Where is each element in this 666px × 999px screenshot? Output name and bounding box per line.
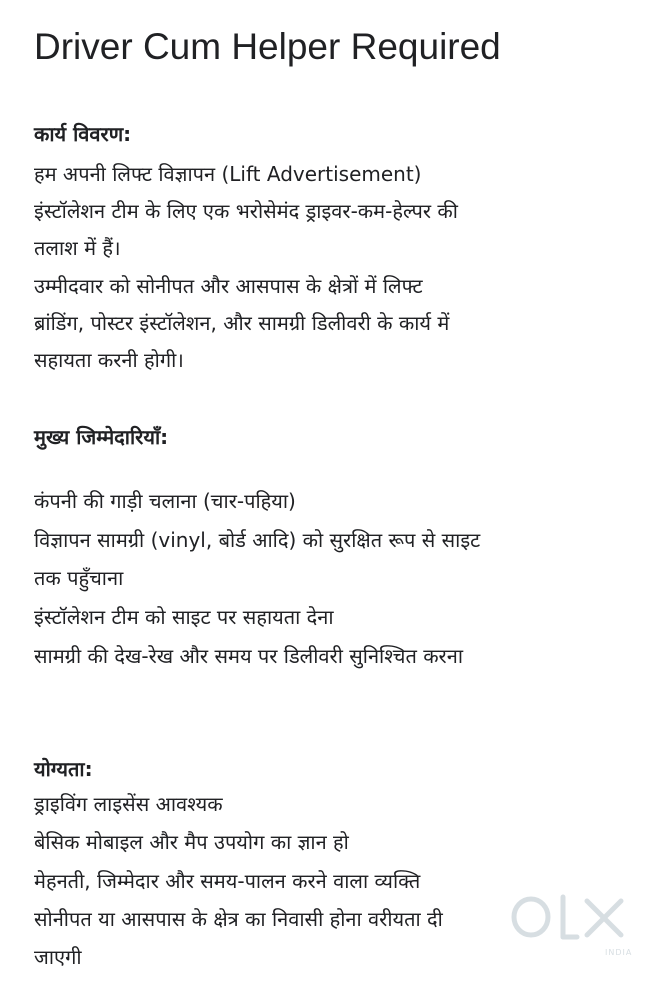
section-line: सहायता करनी होगी। xyxy=(34,348,184,372)
section-line: कंपनी की गाड़ी चलाना (चार-पहिया) xyxy=(34,489,296,513)
section-line: ब्रांडिंग, पोस्टर इंस्टॉलेशन, और सामग्री डिलीवरी के कार्य में xyxy=(34,311,450,335)
section-line: सामग्री की देख-रेख और समय पर डिलीवरी सुनिश्चित करना xyxy=(34,644,464,668)
section-line: इंस्टॉलेशन टीम के लिए एक भरोसेमंद ड्राइवर-कम-हेल्पर की xyxy=(34,199,458,223)
section-heading-job-description: कार्य विवरण: xyxy=(34,122,132,146)
section-line: हम अपनी लिफ्ट विज्ञापन (Lift Advertisement) xyxy=(34,162,422,186)
section-line: जाएगी xyxy=(34,945,82,969)
page-title: Driver Cum Helper Required xyxy=(34,26,501,67)
section-line: ड्राइविंग लाइसेंस आवश्यक xyxy=(34,792,223,816)
section-line: सोनीपत या आसपास के क्षेत्र का निवासी होना वरीयता दी xyxy=(34,907,443,931)
olx-logo-icon xyxy=(505,885,635,965)
section-line: तलाश में हैं। xyxy=(34,236,121,260)
section-line: तक पहुँचाना xyxy=(34,566,124,590)
section-heading-qualifications: योग्यता: xyxy=(34,757,93,781)
section-line: विज्ञापन सामग्री (vinyl, बोर्ड आदि) को सुरक्षित रूप से साइट xyxy=(34,528,481,552)
section-heading-responsibilities: मुख्य जिम्मेदारियाँ: xyxy=(34,425,169,449)
section-line: बेसिक मोबाइल और मैप उपयोग का ज्ञान हो xyxy=(34,830,349,854)
section-line: उम्मीदवार को सोनीपत और आसपास के क्षेत्रों में लिफ्ट xyxy=(34,274,423,298)
section-line: इंस्टॉलेशन टीम को साइट पर सहायता देना xyxy=(34,605,334,629)
section-line: मेहनती, जिम्मेदार और समय-पालन करने वाला व्यक्ति xyxy=(34,869,421,893)
svg-text:INDIA: INDIA xyxy=(605,948,633,957)
